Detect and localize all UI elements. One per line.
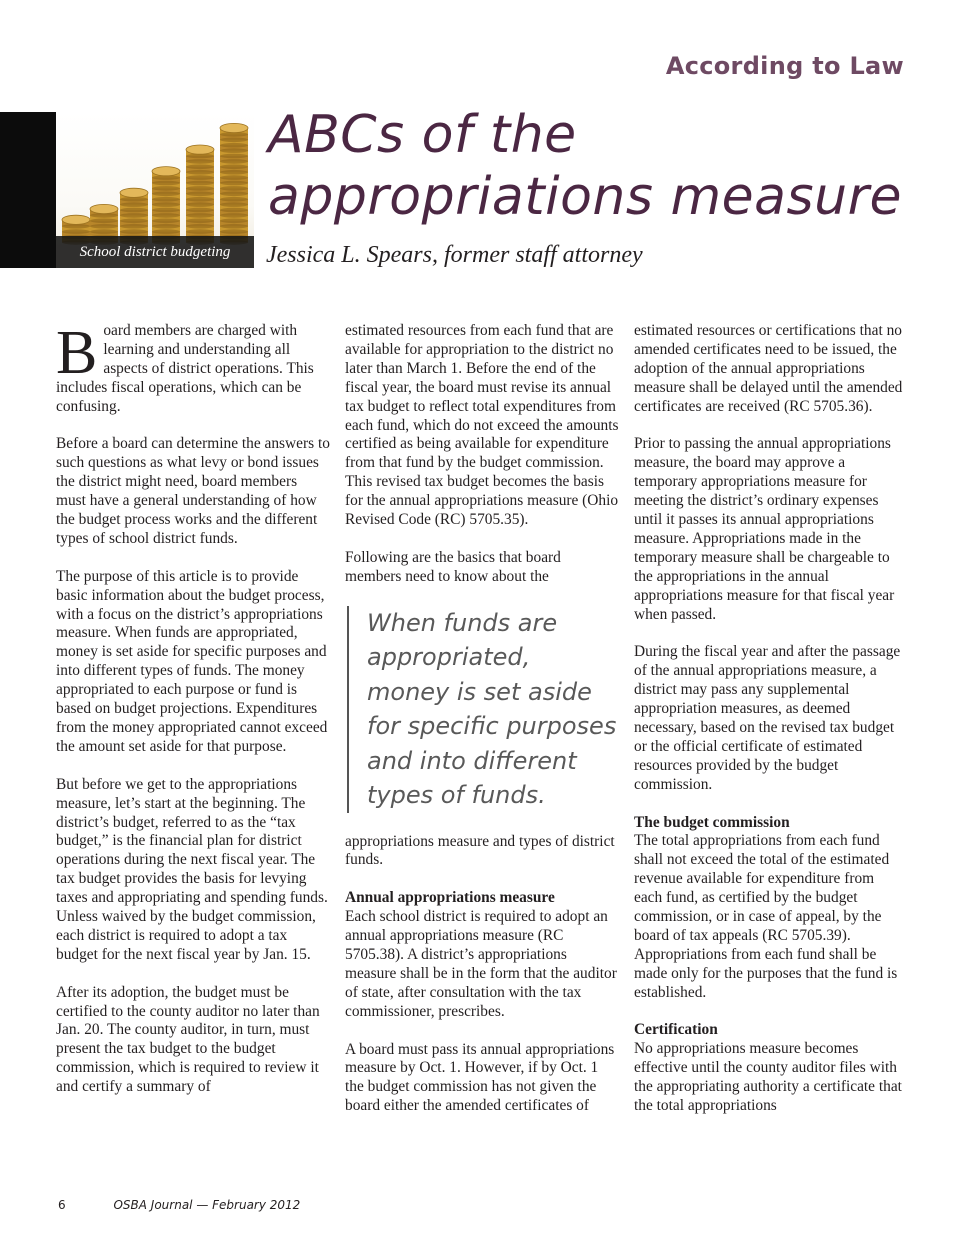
coin-top bbox=[220, 123, 248, 132]
coin-edge bbox=[220, 181, 248, 186]
pull-quote: When funds are appropriated, money is set aside for specific purposes and into different types of funds. bbox=[347, 606, 619, 813]
coin-edge bbox=[220, 159, 248, 164]
coin-edge bbox=[220, 192, 248, 197]
publication-name: OSBA Journal — February 2012 bbox=[113, 1198, 301, 1212]
coin-edge bbox=[186, 197, 214, 202]
coin-edge bbox=[186, 165, 214, 170]
coin-edge bbox=[186, 175, 214, 180]
coin-edge bbox=[220, 229, 248, 234]
coin-edge bbox=[120, 224, 148, 229]
coin-top bbox=[152, 167, 180, 176]
paragraph bbox=[345, 889, 619, 1021]
coin-edge bbox=[186, 159, 214, 164]
paragraph: Following are the basics that board members need to know about the bbox=[345, 548, 561, 585]
coin-edge bbox=[186, 192, 214, 197]
coin-edge bbox=[152, 202, 180, 207]
paragraph: During the fiscal year and after the passage of the annual appropriations measure, a district may pass any supplemental appropriation measures, as deemed necessary, based on the revised tax budget or the official certificate of estimated resources provided by the budget commission. bbox=[634, 643, 901, 793]
coin-edge bbox=[186, 208, 214, 213]
coin-edge bbox=[220, 219, 248, 224]
coin-edge bbox=[152, 186, 180, 191]
coin-edge bbox=[186, 170, 214, 175]
coin-edge bbox=[120, 219, 148, 224]
column-1 bbox=[56, 319, 330, 1116]
photo-caption: School district budgeting bbox=[79, 244, 231, 260]
coin-edge bbox=[220, 154, 248, 159]
coin-edge bbox=[186, 202, 214, 207]
coin-edge bbox=[120, 213, 148, 218]
coin-edge bbox=[220, 202, 248, 207]
coin-edge bbox=[120, 229, 148, 234]
coin-top bbox=[120, 188, 148, 197]
paragraph: But before we get to the appropriations measure, let’s start at the beginning. The district’s budget, referred to as the “tax budget,” is the financial plan for district operations during the next fiscal year. The tax budget provides the basis for levying taxes and appropriating and spending funds. Unless waived by the budget commission, each district is required to adopt a tax budget for the next fiscal year by Jan. 15. bbox=[56, 775, 328, 963]
paragraph bbox=[634, 1021, 906, 1116]
coin-top bbox=[186, 145, 214, 154]
paragraph: Before a board can determine the answers to such questions as what levy or bond issues the district might need, board members must have a general understanding of how the budget process works and the different types of school district funds. bbox=[56, 435, 330, 547]
coin-edge bbox=[220, 208, 248, 213]
paragraph-text: No appropriations measure becomes effective until the county auditor files with the appropriating authority a certificate that the total appropriations bbox=[634, 1040, 902, 1115]
column-2 bbox=[345, 322, 619, 1135]
page-footer bbox=[58, 1198, 300, 1212]
coin-edge bbox=[220, 224, 248, 229]
paragraph: A board must pass its annual appropriations measure by Oct. 1. However, if by Oct. 1 the budget commission has not given the board either the amended certificates of bbox=[345, 1040, 615, 1115]
coin-edge bbox=[90, 224, 118, 229]
paragraph-text: The total appropriations from each fund shall not exceed the total of the estimated revenue available for expenditure from each fund, as certified by the budget commission, or in case of appeal, by the board of tax appeals (RC 5705.39). Appropriations from each fund shall be made only for the purposes that the fund is established. bbox=[634, 832, 898, 1001]
coin-edge bbox=[220, 138, 248, 143]
coin-edge bbox=[186, 224, 214, 229]
section-tag: According to Law bbox=[665, 52, 904, 80]
coin-top bbox=[90, 204, 118, 213]
coin-edge bbox=[220, 175, 248, 180]
coin-edge bbox=[152, 213, 180, 218]
paragraph: appropriations measure and types of district funds. bbox=[345, 832, 615, 869]
paragraph: The purpose of this article is to provide basic information about the budget process, with a focus on the district’s appropriations measure. When funds are appropriated, money is set aside for specific purposes and into different types of funds. The money appropriated to each purpose or fund is based on budget projections. Expenditures from the money appropriated cannot exceed the amount set aside for that purpose. bbox=[56, 567, 328, 755]
subhead: Annual appropriations measure bbox=[345, 889, 555, 907]
paragraph: Prior to passing the annual appropriations measure, the board may approve a temporary appropriations measure for meeting the district’s ordinary expenses until it passes its annual appropriations measure. Appropriations made in the temporary measure shall be chargeable to the appropriations in the annual appropriations measure for that fiscal year when passed. bbox=[634, 435, 895, 623]
paragraph-text: Each school district is required to adopt an annual appropriations measure (RC 5705.38). A district’s appropriations measure shall be in the form that the auditor of state, after consultation with the tax commissioner, prescribes. bbox=[345, 908, 617, 1020]
coin-edge bbox=[152, 192, 180, 197]
coin-edge bbox=[152, 229, 180, 234]
coin-edge bbox=[220, 165, 248, 170]
coin-edge bbox=[90, 219, 118, 224]
coin-edge bbox=[186, 186, 214, 191]
coin-edge bbox=[152, 197, 180, 202]
coin-edge bbox=[220, 170, 248, 175]
coin-edge bbox=[186, 219, 214, 224]
byline: Jessica L. Spears, former staff attorney bbox=[266, 242, 643, 268]
paragraph: After its adoption, the budget must be certified to the county auditor no later than Jan. 20. The county auditor, in turn, must present the tax budget to the budget commission, which is required to review it and certify a summary of bbox=[56, 983, 320, 1096]
coin-edge bbox=[152, 219, 180, 224]
drop-cap: B bbox=[56, 319, 98, 387]
coin-edge bbox=[220, 197, 248, 202]
title-line-2: appropriations measure bbox=[268, 167, 902, 227]
black-side-tab bbox=[0, 112, 56, 268]
paragraph-text: oard members are charged with learning and understanding all aspects of district operations. This includes fiscal operations, which can be confusing. bbox=[56, 322, 314, 415]
coin-edge bbox=[62, 229, 90, 234]
coin-edge bbox=[152, 224, 180, 229]
paragraph bbox=[56, 319, 330, 417]
coin-edge bbox=[220, 213, 248, 218]
coin-edge bbox=[90, 229, 118, 234]
coin-edge bbox=[152, 181, 180, 186]
coin-edge bbox=[120, 208, 148, 213]
paragraph: estimated resources or certifications that no amended certificates need to be issued, the adoption of the annual appropriations measure shall be delayed until the amended certificates are received (RC 5705.36). bbox=[634, 322, 903, 415]
article-title bbox=[268, 104, 928, 228]
coin-edge bbox=[220, 186, 248, 191]
coin-top bbox=[62, 215, 90, 224]
coin-edge bbox=[186, 213, 214, 218]
coin-edge bbox=[120, 202, 148, 207]
page-number: 6 bbox=[58, 1198, 66, 1212]
photo-caption-bar bbox=[56, 236, 254, 268]
column-3 bbox=[634, 322, 906, 1135]
coin-edge bbox=[186, 181, 214, 186]
coin-edge bbox=[220, 148, 248, 153]
paragraph bbox=[634, 814, 906, 1003]
coin-edge bbox=[186, 229, 214, 234]
paragraph: estimated resources from each fund that are available for appropriation to the district no later than March 1. Before the end of the fiscal year, the board must revise its annual tax budget to reflect total expenditures from each fund, which do not exceed the amounts certified as being available for expenditure from that fund by the budget commission. This revised tax budget becomes the basis for the annual appropriations measure (Ohio Revised Code (RC) 5705.35). bbox=[345, 322, 619, 529]
subhead: The budget commission bbox=[634, 813, 790, 831]
coin-edge bbox=[220, 143, 248, 148]
coin-edge bbox=[152, 208, 180, 213]
title-line-1: ABCs of the bbox=[268, 105, 577, 165]
subhead: Certification bbox=[634, 1021, 718, 1039]
